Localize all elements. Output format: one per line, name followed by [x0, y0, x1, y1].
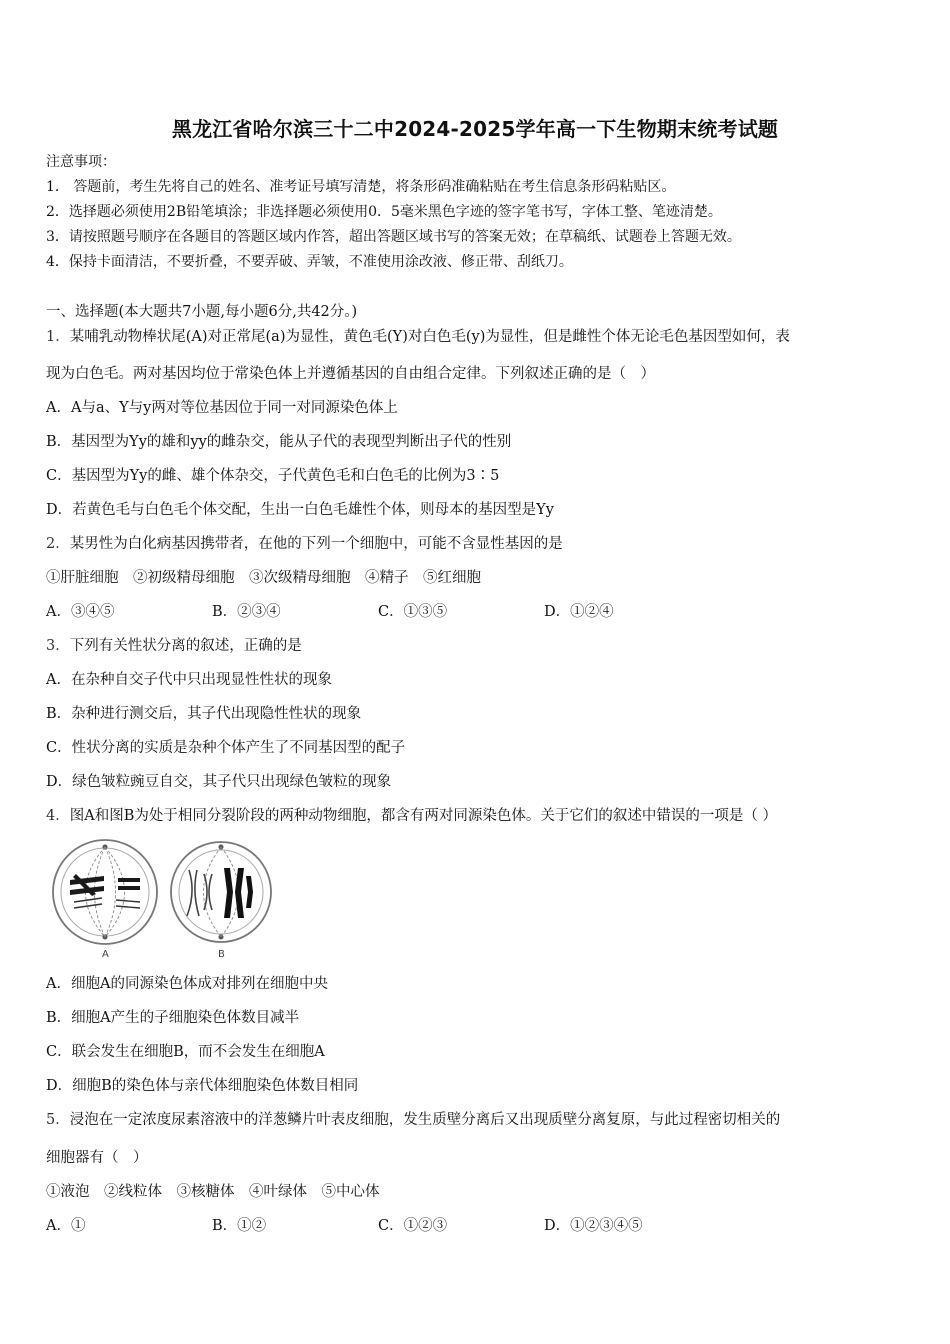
question-number: 3．: [46, 638, 70, 654]
notice-item: 1． 答题前，考生先将自己的姓名、准考证号填写清楚，将条形码准确粘贴在考生信息条形码粘贴区。: [46, 179, 676, 195]
section-heading: 一、选择题(本大题共7小题,每小题6分,共42分。): [46, 304, 358, 320]
notice-item: 3．请按照题号顺序在各题目的答题区域内作答，超出答题区域书写的答案无效；在草稿纸、试题卷上答题无效。: [46, 229, 741, 245]
question-number: 2．: [46, 536, 70, 552]
option-d[interactable]: D．①②④: [544, 604, 614, 620]
question-5-options: [46, 1216, 643, 1236]
option-d[interactable]: D．①②③④⑤: [544, 1218, 643, 1234]
option-b[interactable]: B．基因型为Yy的雄和yy的雌杂交，能从子代的表现型判断出子代的性别: [46, 434, 512, 450]
option-d[interactable]: D．绿色皱粒豌豆自交，其子代只出现绿色皱粒的现象: [46, 774, 392, 790]
option-c[interactable]: C．①③⑤: [378, 604, 448, 620]
question-text: 浸泡在一定浓度尿素溶液中的洋葱鳞片叶表皮细胞，发生质壁分离后又出现质壁分离复原，与此过程密切相关的: [69, 1112, 781, 1128]
notice-item: 2．选择题必须使用2B铅笔填涂；非选择题必须使用0．5毫米黑色字迹的签字笔书写，字体工整、笔迹清楚。: [46, 204, 722, 220]
question-5-stem: [46, 1110, 780, 1130]
option-b[interactable]: B．②③④: [212, 604, 281, 620]
question-text: 下列有关性状分离的叙述，正确的是: [69, 638, 302, 654]
question-2-options: [46, 602, 614, 622]
question-4-stem: [46, 806, 777, 826]
option-a[interactable]: A．①: [46, 1218, 86, 1234]
option-b[interactable]: B．①②: [212, 1218, 267, 1234]
option-b[interactable]: B．细胞A产生的子细胞染色体数目减半: [46, 1010, 300, 1026]
question-5-items: ①液泡 ②线粒体 ③核糖体 ④叶绿体 ⑤中心体: [46, 1184, 380, 1200]
figure-label-a: A: [102, 949, 109, 960]
question-3-stem: [46, 636, 302, 656]
option-a[interactable]: A．细胞A的同源染色体成对排列在细胞中央: [46, 976, 328, 992]
page-title: 黑龙江省哈尔滨三十二中2024-2025学年高一下生物期末统考试题: [171, 117, 779, 141]
question-number: 1．: [46, 329, 70, 345]
option-a[interactable]: A．在杂种自交子代中只出现显性性状的现象: [46, 672, 332, 688]
question-text: 某哺乳动物棒状尾(A)对正常尾(a)为显性，黄色毛(Y)对白色毛(y)为显性，但是雌性个体无论毛色基因型如何，表: [69, 329, 790, 345]
notice-heading: 注意事项：: [46, 154, 116, 170]
cell-division-figure: [46, 838, 272, 960]
option-d[interactable]: D．细胞B的染色体与亲代体细胞染色体数目相同: [46, 1078, 359, 1094]
cell-a-diagram: [53, 840, 157, 960]
question-2-items: ①肝脏细胞 ②初级精母细胞 ③次级精母细胞 ④精子 ⑤红细胞: [46, 570, 481, 586]
question-number: 4．: [46, 808, 70, 824]
question-text: 图A和图B为处于相同分裂阶段的两种动物细胞，都含有两对同源染色体。关于它们的叙述中错误的一项是（ ）: [69, 808, 777, 824]
question-1-stem: [46, 327, 790, 347]
option-c[interactable]: C．联会发生在细胞B，而不会发生在细胞A: [46, 1044, 325, 1060]
cell-b-diagram: [171, 842, 271, 960]
figure-label-b: B: [218, 949, 225, 960]
question-5-stem-cont: 细胞器有（ ）: [46, 1150, 148, 1166]
notice-item: 4．保持卡面清洁，不要折叠，不要弄破、弄皱，不准使用涂改液、修正带、刮纸刀。: [46, 254, 573, 270]
question-1-stem-cont: 现为白色毛。两对基因均位于常染色体上并遵循基因的自由组合定律。下列叙述正确的是（ ）: [46, 366, 655, 382]
option-b[interactable]: B．杂种进行测交后，其子代出现隐性性状的现象: [46, 706, 362, 722]
option-a[interactable]: A．③④⑤: [46, 604, 115, 620]
question-text: 某男性为白化病基因携带者，在他的下列一个细胞中，可能不含显性基因的是: [69, 536, 563, 552]
question-2-stem: [46, 534, 563, 554]
question-number: 5．: [46, 1112, 70, 1128]
option-c[interactable]: C．性状分离的实质是杂种个体产生了不同基因型的配子: [46, 740, 406, 756]
option-c[interactable]: C．基因型为Yy的雌、雄个体杂交，子代黄色毛和白色毛的比例为3∶5: [46, 468, 500, 484]
option-d[interactable]: D．若黄色毛与白色毛个体交配，生出一白色毛雄性个体，则母本的基因型是Yy: [46, 502, 554, 518]
option-a[interactable]: A．A与a、Y与y两对等位基因位于同一对同源染色体上: [46, 400, 398, 416]
option-c[interactable]: C．①②③: [378, 1218, 448, 1234]
